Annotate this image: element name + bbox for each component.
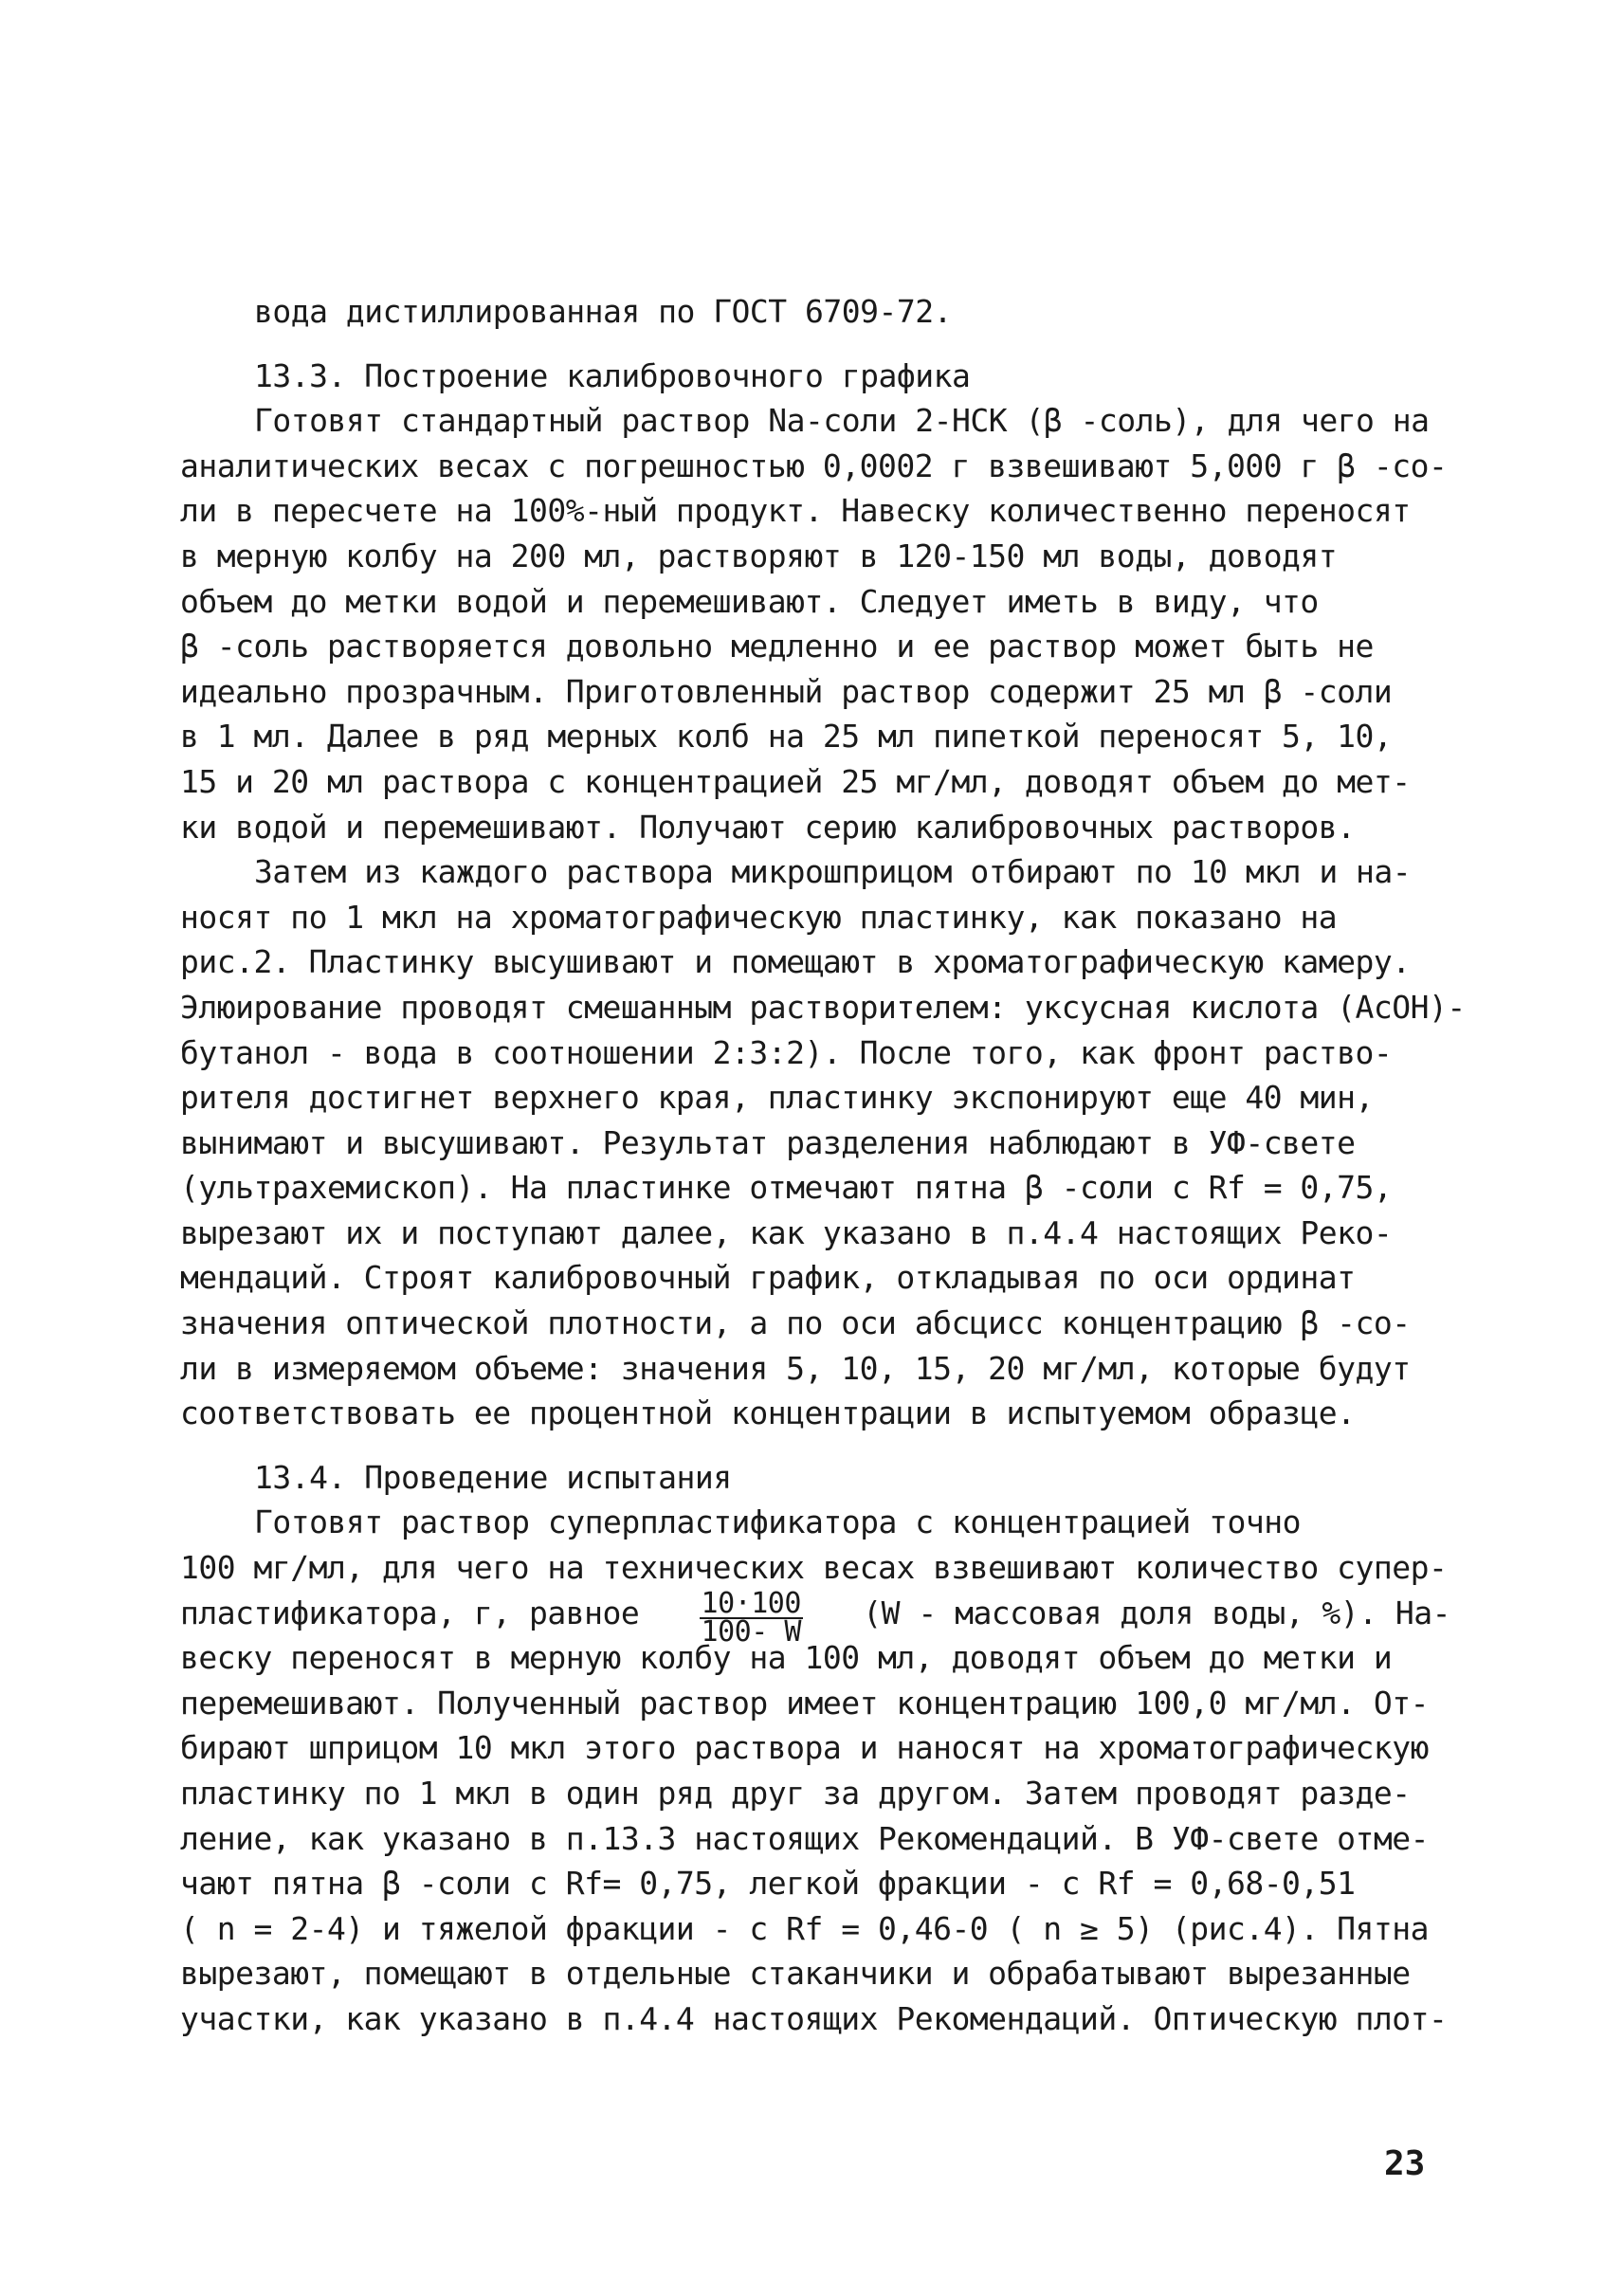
formula-suffix: (W - массовая доля воды, %). На- [863,1594,1450,1631]
text-line: рителя достигнет верхнего края, пластинку экспонируют еще 40 мин, [180,1079,1374,1117]
text-line: ли в пересчете на 100%-ный продукт. Навеску количественно переносят [180,492,1411,530]
document-body [180,289,1466,2042]
text-line: веску переносят в мерную колбу на 100 мл, доводят объем до метки и [180,1639,1393,1677]
text-line: мендаций. Строят калибровочный график, откладывая по оси ординат [180,1259,1356,1297]
section-gap [180,335,1450,354]
text-line: ли в измеряемом объеме: значения 5, 10, 15, 20 мг/мл, которые будут [180,1349,1411,1387]
intro-lines [180,289,1450,335]
text-line: Элюирование проводят смешанным растворителем: уксусная кислота (AcOH)- [180,988,1466,1026]
fraction-numerator: 10·100 [701,1586,801,1620]
text-line: 100 мг/мл, для чего на технических весах взвешивают количество супер- [180,1549,1448,1587]
page-number: 23 [1384,2144,1426,2183]
text-line: ление, как указано в п.13.3 настоящих Рекомендаций. В УФ-свете отме- [180,1819,1430,1857]
formula-line [180,1586,1450,1649]
text-line: Готовят раствор суперпластификатора с концентрацией точно [254,1503,1301,1541]
text-line: вырезают их и поступают далее, как указано в п.4.4 настоящих Реко- [180,1213,1393,1251]
text-line: Затем из каждого раствора микрошприцом отбирают по 10 мкл и на- [254,853,1412,891]
fraction [700,1586,803,1649]
text-line: бирают шприцом 10 мкл этого раствора и наносят на хроматографическую [180,1729,1430,1767]
section-13-4-text-start [180,1500,1450,1590]
text-line: соответствовать ее процентной концентрации в испытуемом образце. [180,1394,1356,1432]
section-gap [180,1436,1450,1455]
text-line: пластинку по 1 мкл в один ряд друг за другом. Затем проводят разде- [180,1775,1411,1812]
text-line: объем до метки водой и перемешивают. Следует иметь в виду, что [180,582,1319,620]
section-13-4-text-rest [180,1635,1450,2041]
section-heading-13-3: 13.3. Построение калибровочного графика [254,356,971,394]
text-line: бутанол - вода в соотношении 2:3:2). После того, как фронт раство- [180,1033,1393,1071]
section-13-3-text [180,398,1466,1436]
text-line: носят по 1 мкл на хроматографическую пластинку, как показано на [180,898,1338,936]
formula-prefix: пластификатора, г, равное [180,1594,640,1631]
section-heading-13-4: 13.4. Проведение испытания [254,1458,732,1496]
text-line: в 1 мл. Далее в ряд мерных колб на 25 мл пипеткой переносят 5, 10, [180,718,1393,756]
text-line: (ультрахемископ). На пластинке отмечают пятна β -соли с Rf = 0,75, [180,1169,1393,1207]
text-line: перемешивают. Полученный раствор имеет концентрацию 100,0 мг/мл. От- [180,1684,1430,1722]
text-line: в мерную колбу на 200 мл, растворяют в 120-150 мл воды, доводят [180,537,1338,574]
text-line: Готовят стандартный раствор Na-соли 2-НСК (β -соль), для чего на [254,402,1430,440]
text-line: вода дистиллированная по ГОСТ 6709-72. [254,293,952,330]
text-line: ки водой и перемешивают. Получают серию калибровочных растворов. [180,808,1356,846]
text-line: β -соль растворяется довольно медленно и ее раствор может быть не [180,628,1374,665]
text-line: вырезают, помещают в отдельные стаканчики и обрабатывают вырезанные [180,1955,1411,1993]
text-line: участки, как указано в п.4.4 настоящих Рекомендаций. Оптическую плот- [180,1999,1448,2037]
text-line: аналитических весах с погрешностью 0,0002 г взвешивают 5,000 г β -со- [180,446,1448,484]
fraction-denominator: 100- W [701,1614,801,1649]
text-line: ( n = 2-4) и тяжелой фракции - с Rf = 0,46-0 ( n ≥ 5) (рис.4). Пятна [180,1909,1430,1947]
text-line: чают пятна β -соли с Rf= 0,75, легкой фракции - с Rf = 0,68-0,51 [180,1865,1356,1903]
text-line: вынимают и высушивают. Результат разделения наблюдают в УФ-свете [180,1123,1356,1161]
text-line: идеально прозрачным. Приготовленный раствор содержит 25 мл β -соли [180,672,1393,710]
text-line: рис.2. Пластинку высушивают и помещают в хроматографическую камеру. [180,943,1411,981]
text-line: значения оптической плотности, а по оси абсцисс концентрацию β -со- [180,1304,1411,1342]
text-line: 15 и 20 мл раствора с концентрацией 25 мг/мл, доводят объем до мет- [180,762,1411,800]
